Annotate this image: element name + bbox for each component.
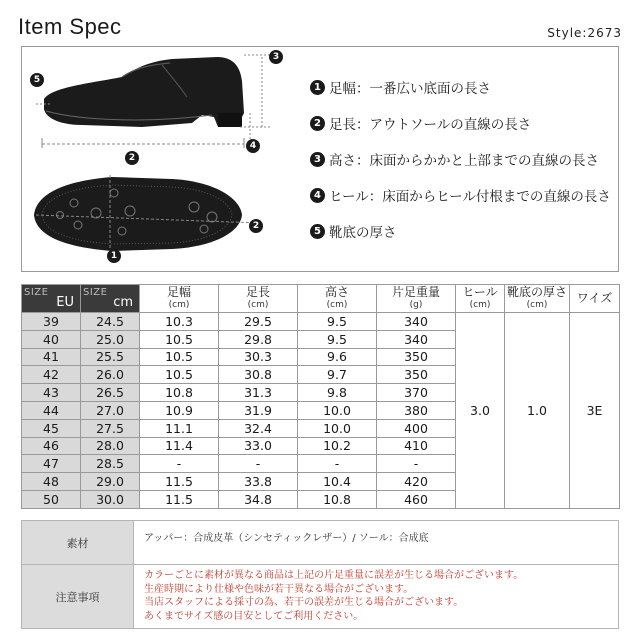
cell-cm: 28.0	[81, 437, 140, 455]
cell-length: 34.8	[219, 490, 298, 508]
cell-width: 10.5	[140, 366, 219, 384]
header-length: 足長 (cm)	[219, 285, 298, 313]
cell-weight: 420	[377, 473, 456, 491]
header-sole: 靴底の厚さ (cm)	[505, 285, 570, 313]
material-value: アッパー：合成皮革（シンセティックレザー）/ ソール：合成底	[134, 521, 619, 565]
style-code: Style:2673	[547, 26, 622, 40]
cell-weight: 370	[377, 384, 456, 402]
cell-height: 9.5	[298, 313, 377, 331]
cell-wise: 3E	[570, 313, 620, 509]
marker-1-width: 1	[107, 249, 121, 263]
notes-row	[22, 565, 619, 629]
cell-weight: 350	[377, 366, 456, 384]
cell-length: 31.3	[219, 384, 298, 402]
cell-width: -	[140, 455, 219, 473]
cell-eu: 40	[22, 330, 81, 348]
legend-number: 4	[310, 188, 325, 203]
cell-length: -	[219, 455, 298, 473]
cell-eu: 44	[22, 401, 81, 419]
eu-unit-label: EU	[56, 295, 74, 310]
cell-weight: 340	[377, 330, 456, 348]
material-table	[21, 520, 619, 629]
cell-width: 10.5	[140, 330, 219, 348]
cell-length: 30.8	[219, 366, 298, 384]
table-row	[22, 313, 620, 331]
cell-height: 9.7	[298, 366, 377, 384]
material-label: 素材	[22, 521, 134, 565]
cell-height: -	[298, 455, 377, 473]
marker-3: 3	[269, 50, 283, 64]
cell-eu: 43	[22, 384, 81, 402]
marker-4: 4	[246, 139, 260, 153]
cell-height: 10.4	[298, 473, 377, 491]
note-line: カラーごとに素材が異なる商品は上記の片足重量に誤差が生じる場合がございます。	[144, 570, 524, 581]
cell-eu: 42	[22, 366, 81, 384]
legend-text: ヒール：床面からヒール付根までの直線の長さ	[329, 189, 611, 205]
notes-value	[134, 565, 619, 629]
notes-label: 注意事項	[22, 565, 134, 629]
header-width: 足幅 (cm)	[140, 285, 219, 313]
legend-number: 3	[310, 152, 325, 167]
shoe-side-view	[44, 57, 244, 127]
legend-text: 靴底の厚さ	[329, 225, 397, 241]
shoe-sole-view	[34, 177, 242, 251]
cell-eu: 46	[22, 437, 81, 455]
cell-height: 9.5	[298, 330, 377, 348]
spec-diagram-panel	[21, 46, 619, 272]
header-weight: 片足重量 (g)	[377, 285, 456, 313]
cell-cm: 28.5	[81, 455, 140, 473]
cell-eu: 45	[22, 419, 81, 437]
marker-5: 5	[30, 73, 44, 87]
note-line: 当店スタッフによる採寸の為、若干の誤差が生じる場合がございます。	[144, 597, 464, 609]
cell-weight: 340	[377, 313, 456, 331]
cell-height: 9.8	[298, 384, 377, 402]
cell-cm: 27.5	[81, 419, 140, 437]
cell-cm: 30.0	[81, 490, 140, 508]
legend-item-height	[310, 149, 599, 169]
header-cm	[81, 285, 140, 313]
cell-eu: 41	[22, 348, 81, 366]
cell-length: 33.0	[219, 437, 298, 455]
cell-cm: 29.0	[81, 473, 140, 491]
cell-length: 29.8	[219, 330, 298, 348]
note-line: 生産時期により仕様や色味が若干異なる場合がございます。	[144, 583, 414, 595]
page-title: Item Spec	[18, 14, 122, 39]
cell-weight: 410	[377, 437, 456, 455]
cell-cm: 27.0	[81, 401, 140, 419]
cell-length: 30.3	[219, 348, 298, 366]
legend-number: 1	[310, 80, 325, 95]
cell-weight: 380	[377, 401, 456, 419]
legend-item-heel	[310, 185, 611, 205]
marker-2-sole: 2	[249, 219, 263, 233]
cell-length: 33.8	[219, 473, 298, 491]
legend-text: 足幅：一番広い底面の長さ	[329, 81, 491, 97]
cell-width: 10.8	[140, 384, 219, 402]
cell-length: 29.5	[219, 313, 298, 331]
note-line: あくまでサイズ感の目安としてご利用ください。	[144, 610, 364, 622]
cell-cm: 25.0	[81, 330, 140, 348]
cell-height: 9.6	[298, 348, 377, 366]
cell-cm: 24.5	[81, 313, 140, 331]
size-table	[21, 284, 620, 509]
cell-width: 10.5	[140, 348, 219, 366]
cell-weight: 350	[377, 348, 456, 366]
size-table-header	[22, 285, 620, 313]
cell-eu: 47	[22, 455, 81, 473]
cell-height: 10.2	[298, 437, 377, 455]
cell-width: 11.1	[140, 419, 219, 437]
header-heel: ヒール (cm)	[456, 285, 505, 313]
cell-sole: 1.0	[505, 313, 570, 509]
legend-item-width	[310, 77, 491, 97]
marker-2-length: 2	[125, 151, 139, 165]
cell-width: 11.5	[140, 490, 219, 508]
header-height: 高さ (cm)	[298, 285, 377, 313]
cell-cm: 25.5	[81, 348, 140, 366]
header-eu	[22, 285, 81, 313]
cell-weight: 460	[377, 490, 456, 508]
cell-width: 10.9	[140, 401, 219, 419]
cell-width: 11.4	[140, 437, 219, 455]
header-wise: ワイズ	[570, 285, 620, 313]
legend-item-length	[310, 113, 531, 133]
cell-eu: 48	[22, 473, 81, 491]
cell-length: 32.4	[219, 419, 298, 437]
cell-height: 10.0	[298, 419, 377, 437]
legend-text: 足長：アウトソールの直線の長さ	[329, 117, 532, 133]
legend-text: 高さ：床面からかかと上部までの直線の長さ	[329, 153, 599, 169]
cell-length: 31.9	[219, 401, 298, 419]
shoe-diagram	[22, 47, 292, 273]
cell-eu: 50	[22, 490, 81, 508]
cell-width: 10.3	[140, 313, 219, 331]
cell-eu: 39	[22, 313, 81, 331]
material-row	[22, 521, 619, 565]
size-corner-label: SIZE	[24, 287, 49, 298]
cell-weight: -	[377, 455, 456, 473]
legend-number: 2	[310, 116, 325, 131]
cell-height: 10.8	[298, 490, 377, 508]
size-corner-label: SIZE	[83, 287, 108, 298]
legend-item-sole	[310, 221, 397, 241]
cell-width: 11.5	[140, 473, 219, 491]
legend-number: 5	[310, 224, 325, 239]
cell-heel: 3.0	[456, 313, 505, 509]
cell-weight: 400	[377, 419, 456, 437]
cell-cm: 26.5	[81, 384, 140, 402]
cell-cm: 26.0	[81, 366, 140, 384]
cm-unit-label: cm	[113, 295, 133, 310]
cell-height: 10.0	[298, 401, 377, 419]
